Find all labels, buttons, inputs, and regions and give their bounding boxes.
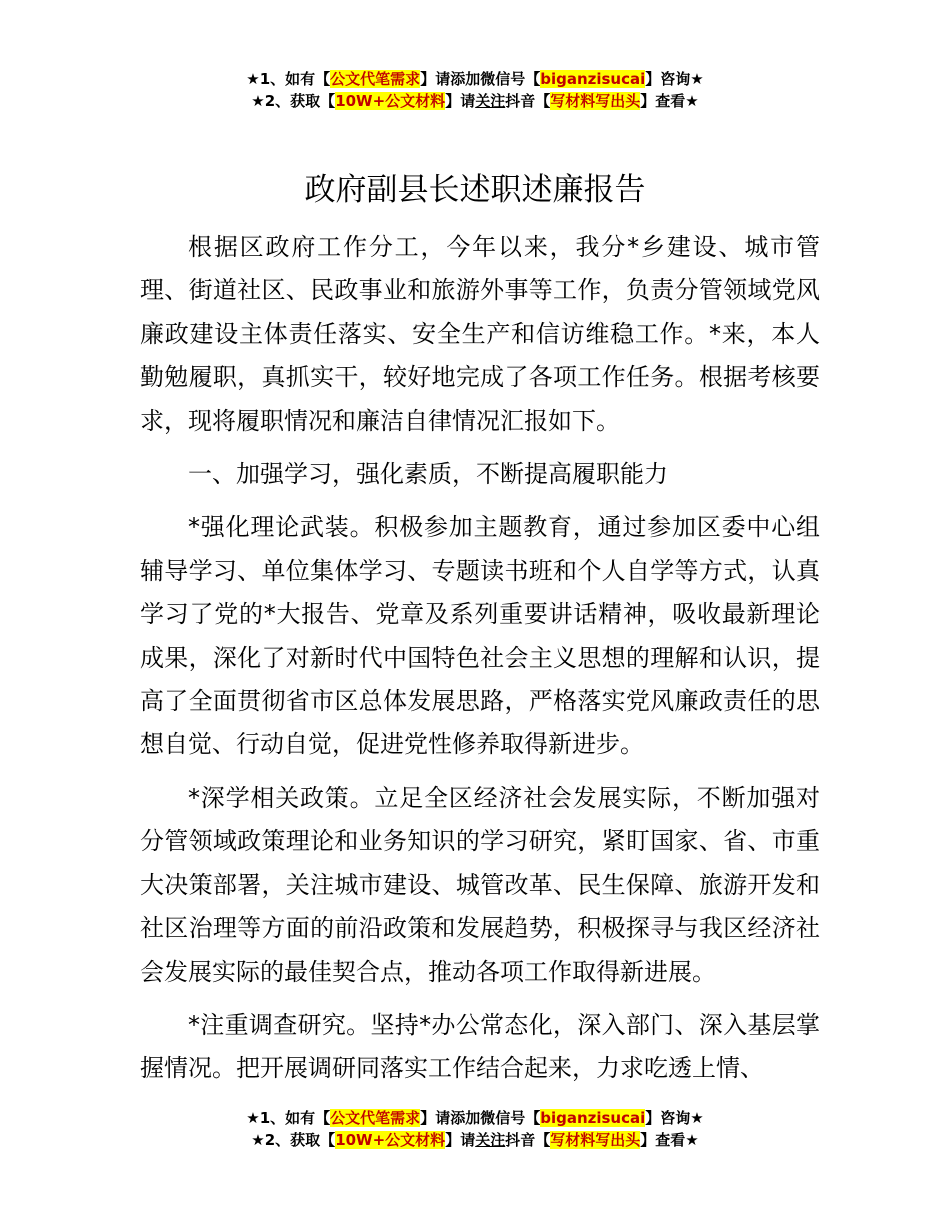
footer-banner xyxy=(0,1107,950,1151)
banner-line-2: ★2、获取【10W+公文材料】请关注抖音【写材料写出头】查看★ xyxy=(251,92,699,110)
banner-line-2: ★2、获取【10W+公文材料】请关注抖音【写材料写出头】查看★ xyxy=(251,1131,699,1149)
highlight-douyin-account: 写材料写出头 xyxy=(550,1131,641,1149)
underlined-follow: 关注 xyxy=(475,1131,506,1149)
header-banner xyxy=(0,68,950,112)
highlight-materials: 10W+公文材料 xyxy=(335,92,446,110)
document-title: 政府副县长述职述廉报告 xyxy=(304,172,646,208)
section-heading-1: 一、加强学习，强化素质，不断提高履职能力 xyxy=(188,460,668,489)
highlight-douyin-account: 写材料写出头 xyxy=(550,92,641,110)
underlined-follow: 关注 xyxy=(475,92,506,110)
highlight-wechat-id: biganzisucai xyxy=(540,1109,646,1127)
paragraph-intro: 根据区政府工作分工，今年以来，我分*乡建设、城市管理、街道社区、民政事业和旅游外事等工作，负责分管领域党风廉政建设主体责任落实、安全生产和信访维稳工作。*来，本人勤勉履职，真抓实干，较好地完成了各项工作任务。根据考核要求，现将履职情况和廉洁自律情况汇报如下。 xyxy=(140,233,820,435)
highlight-materials: 10W+公文材料 xyxy=(335,1131,446,1149)
highlight-service: 公文代笔需求 xyxy=(330,1109,421,1127)
banner-line-1: ★1、如有【公文代笔需求】请添加微信号【biganzisucai】咨询★ xyxy=(246,1109,704,1127)
paragraph-theory: *强化理论武装。积极参加主题教育，通过参加区委中心组辅导学习、单位集体学习、专题读书班和个人自学等方式，认真学习了党的*大报告、党章及系列重要讲话精神，吸收最新理论成果，深化了对新时代中国特色社会主义思想的理解和认识，提高了全面贯彻省市区总体发展思路，严格落实党风廉政责任的思想自觉、行动自觉，促进党性修养取得新进步。 xyxy=(140,513,820,759)
highlight-wechat-id: biganzisucai xyxy=(540,70,646,88)
paragraph-policy: *深学相关政策。立足全区经济社会发展实际，不断加强对分管领域政策理论和业务知识的学习研究，紧盯国家、省、市重大决策部署，关注城市建设、城管改革、民生保障、旅游开发和社区治理等方面的前沿政策和发展趋势，积极探寻与我区经济社会发展实际的最佳契合点，推动各项工作取得新进展。 xyxy=(140,783,820,986)
paragraph-research: *注重调查研究。坚持*办公常态化，深入部门、深入基层掌握情况。把开展调研同落实工作结合起来，力求吃透上情、 xyxy=(140,1010,820,1083)
document-body xyxy=(140,226,820,1091)
highlight-service: 公文代笔需求 xyxy=(330,70,421,88)
banner-line-1: ★1、如有【公文代笔需求】请添加微信号【biganzisucai】咨询★ xyxy=(246,70,704,88)
